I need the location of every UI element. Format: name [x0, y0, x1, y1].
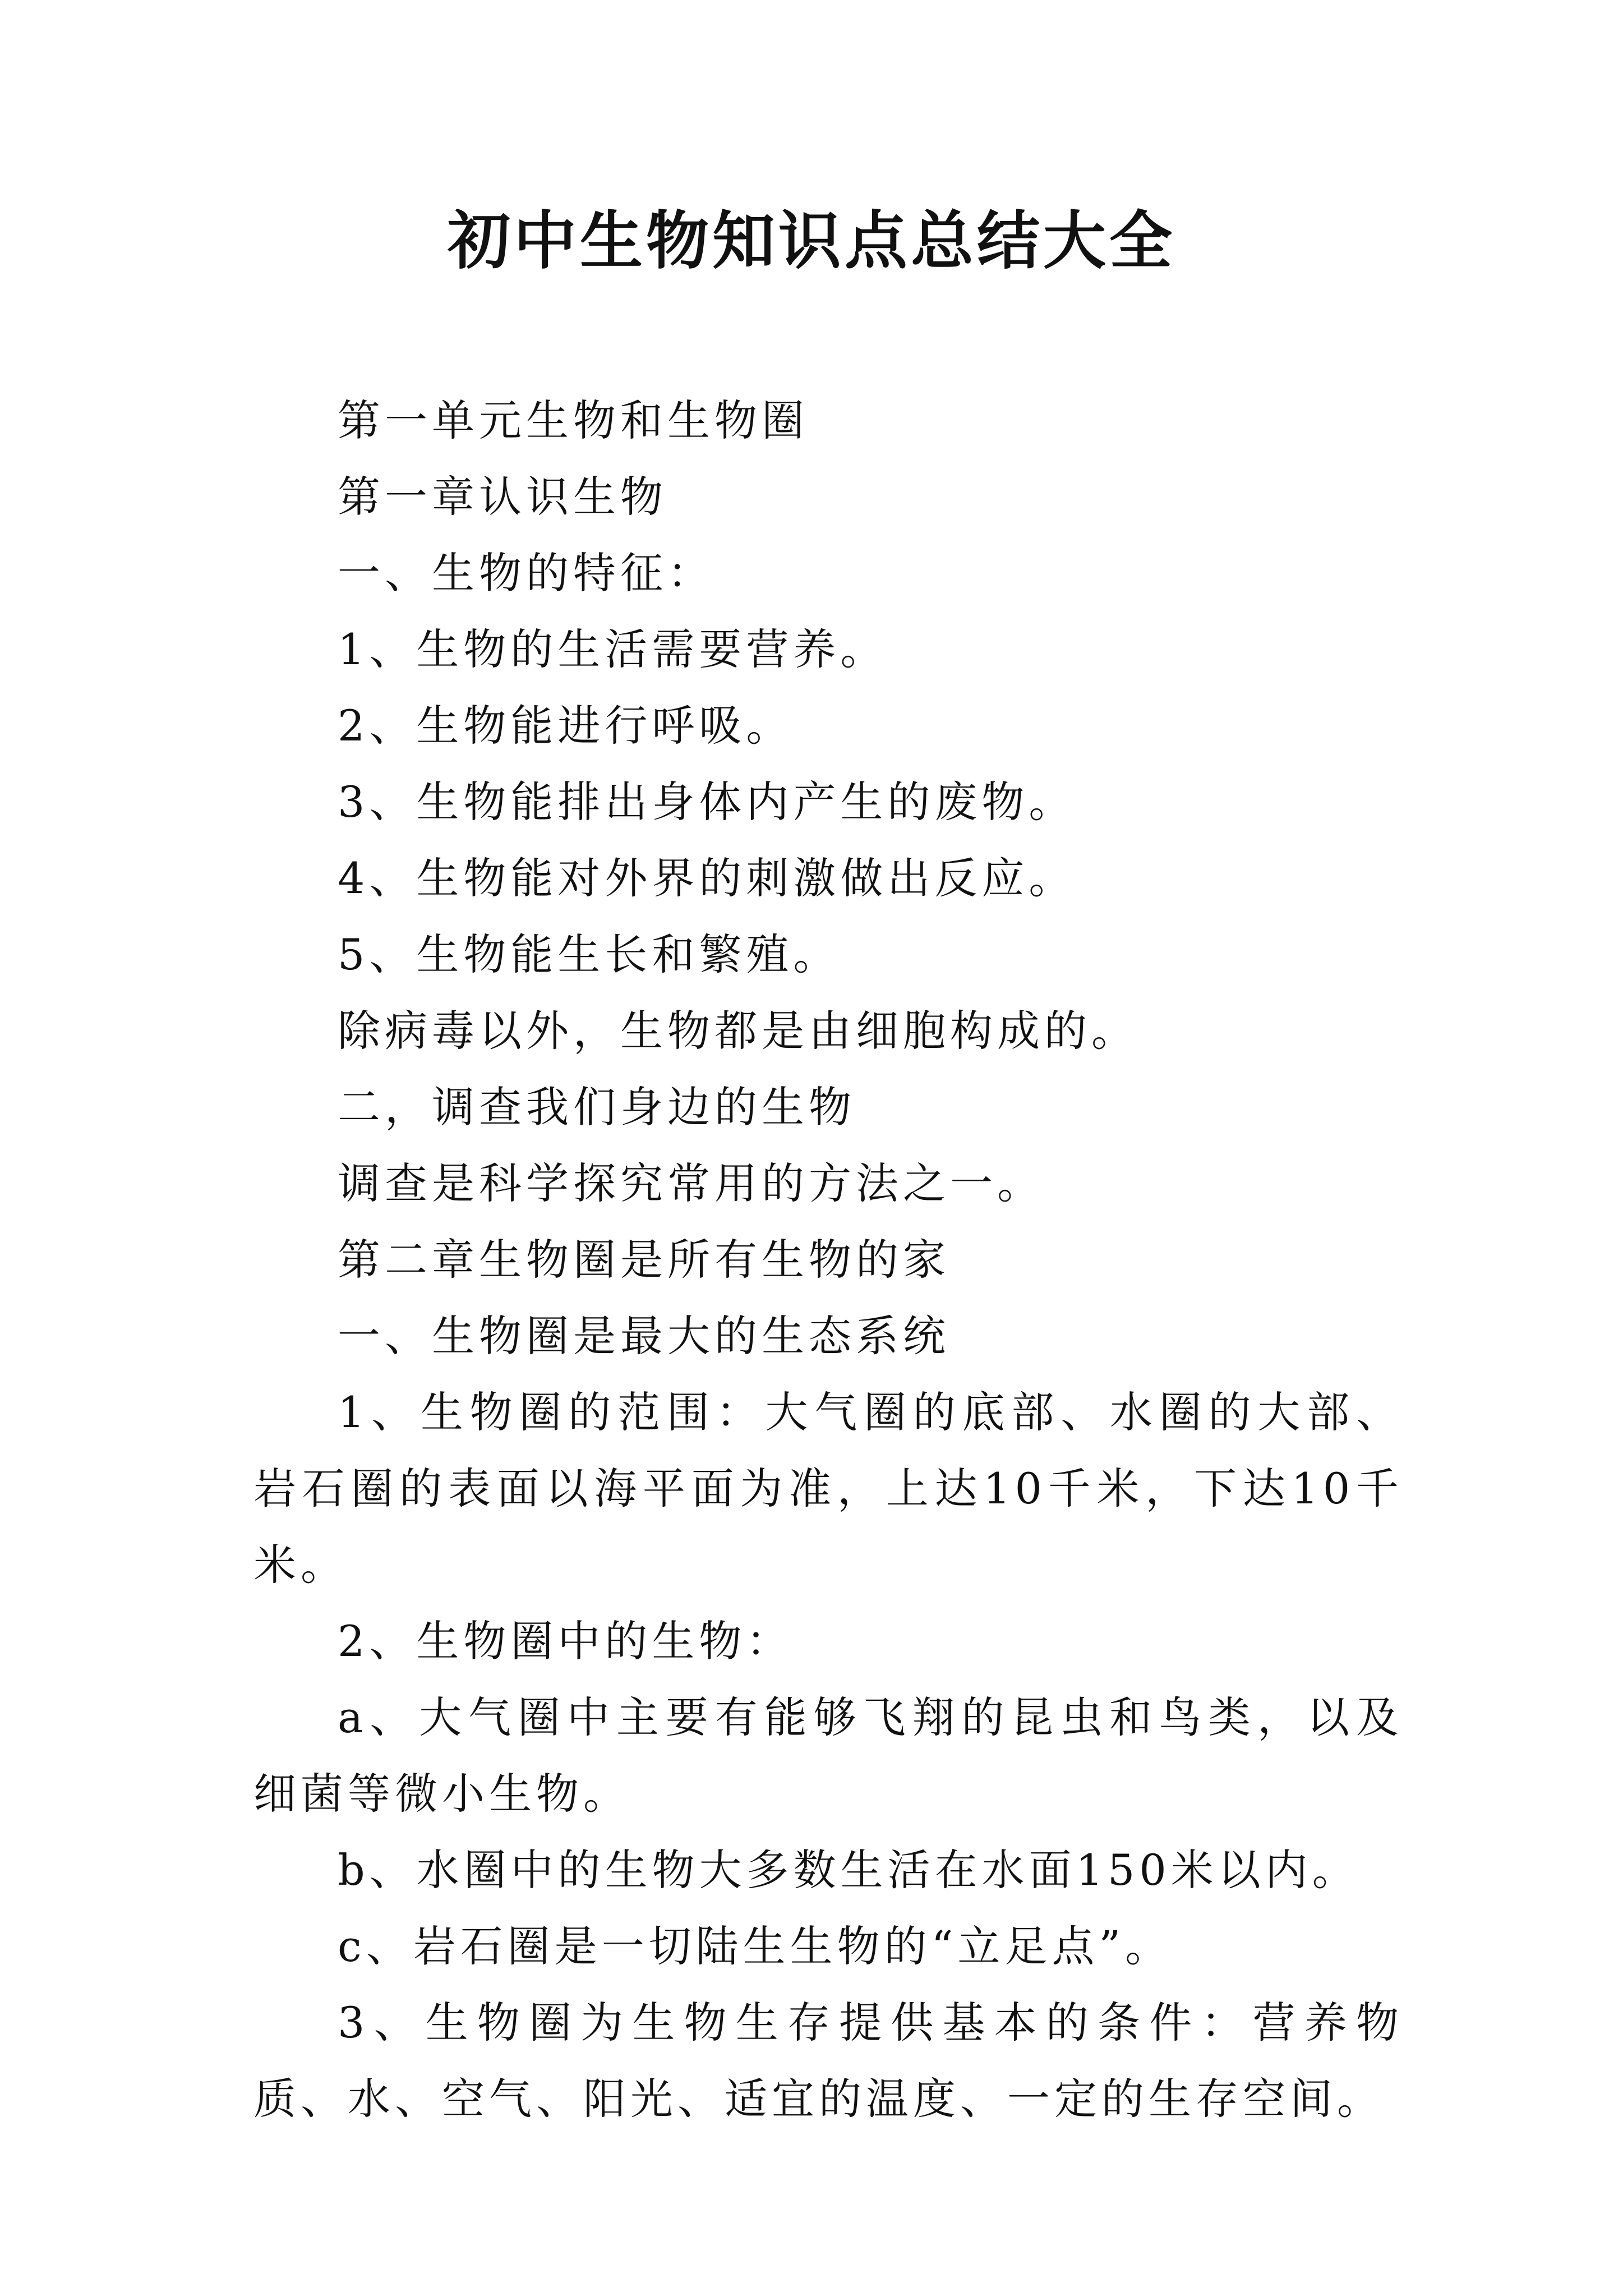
paragraph-feature-1: 1、生物的生活需要营养。: [338, 624, 888, 674]
paragraph-chapter-1: 第一章认识生物: [338, 472, 667, 522]
paragraph-unit-1: 第一单元生物和生物圈: [338, 395, 809, 445]
paragraph-atmosphere: a、大气圈中主要有能够飞翔的昆虫和鸟类，以及细菌等微小生物。: [253, 1692, 1403, 1819]
paragraph-feature-2: 2、生物能进行呼吸。: [338, 701, 794, 751]
paragraph-feature-5: 5、生物能生长和繁殖。: [338, 930, 841, 979]
paragraph-hydrosphere: b、水圈中的生物大多数生活在水面150米以内。: [338, 1845, 1359, 1895]
paragraph-section-features: 一、生物的特征：: [338, 548, 714, 598]
document-title: 初中生物知识点总结大全: [448, 204, 1175, 278]
paragraph-feature-4: 4、生物能对外界的刺激做出反应。: [338, 853, 1076, 903]
paragraph-survey-method: 调查是科学探究常用的方法之一。: [338, 1158, 1044, 1208]
paragraph-section-biosphere: 一、生物圈是最大的生态系统: [338, 1311, 950, 1361]
paragraph-biosphere-organisms: 2、生物圈中的生物：: [338, 1616, 794, 1666]
paragraph-cells: 除病毒以外，生物都是由细胞构成的。: [338, 1006, 1138, 1056]
paragraph-conditions: 3、生物圈为生物生存提供基本的条件：营养物质、水、空气、阳光、适宜的温度、一定的生存空间。: [253, 1998, 1403, 2124]
paragraph-feature-3: 3、生物能排出身体内产生的废物。: [338, 777, 1076, 827]
paragraph-chapter-2: 第二章生物圈是所有生物的家: [338, 1235, 950, 1285]
paragraph-lithosphere: c、岩石圈是一切陆生生物的“立足点”。: [338, 1921, 1173, 1971]
document-body: [253, 383, 1403, 2137]
paragraph-biosphere-range: 1、生物圈的范围：大气圈的底部、水圈的大部、岩石圈的表面以海平面为准，上达10千米，下达10千米。: [253, 1387, 1403, 1590]
paragraph-section-survey: 二，调查我们身边的生物: [338, 1082, 856, 1132]
